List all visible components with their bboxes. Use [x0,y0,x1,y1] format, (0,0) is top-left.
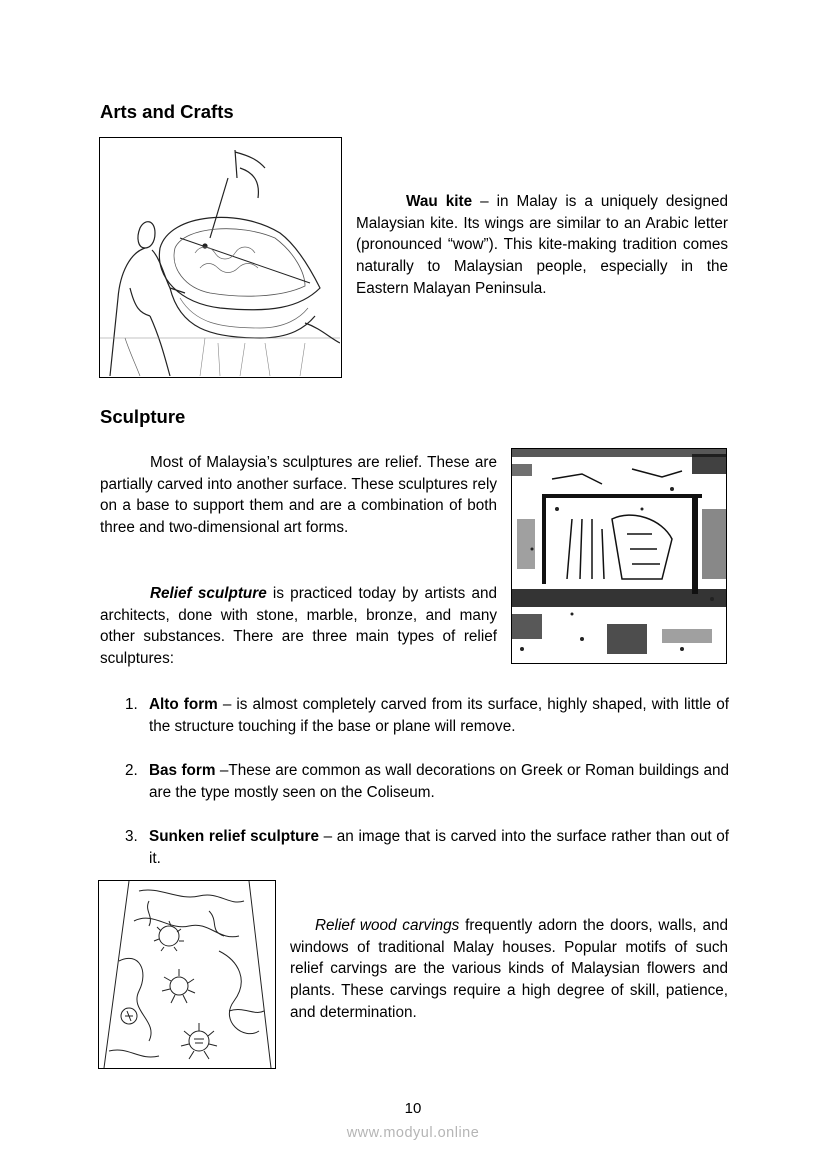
wood-carving-description: frequently adorn the doors, walls, and windows of traditional Malay houses. Popular motifs of such relief carvings are the various kinds of Malaysian flowers and plants. These carvings require a high degree of skill, patience, and determination. [290,917,728,1021]
relief-sculpture-description: is practiced today by artists and architects, done with stone, marble, bronze, and many other substances. There are three main types of relief sculptures: [100,585,497,668]
list-item-term: Sunken relief sculpture [149,828,319,845]
list-item-text: – an image that is carved into the surface rather than out of it. [149,828,729,867]
list-number: 3. [125,828,138,845]
relief-sculpture-photo [511,448,727,664]
wood-carving-paragraph [290,915,728,1024]
wood-carving-term: Relief wood carvings [315,917,460,934]
section-title-arts-and-crafts: Arts and Crafts [100,101,234,122]
wood-carving-drawing-icon [99,881,275,1068]
wood-carving-illustration [98,880,276,1069]
list-item-text: – is almost completely carved from its surface, highly shaped, with little of the structure touching if the base or plane will remove. [149,696,729,735]
watermark: www.modyul.online [346,1125,480,1141]
list-item-bas-form [125,760,729,803]
sculpture-intro-paragraph: Most of Malaysia’s sculptures are relief. These are partially carved into another surface. These sculptures rely on a base to support them and are a combination of both three and two-dimensional art forms. [100,454,497,537]
list-number: 2. [125,762,138,779]
wau-kite-paragraph [356,191,728,300]
list-item-term: Bas form [149,762,216,779]
relief-stone-image-icon [512,449,726,663]
list-item-sunken-relief [125,826,729,869]
list-item-term: Alto form [149,696,218,713]
section-title-sculpture: Sculpture [100,406,186,427]
relief-sculpture-term: Relief sculpture [150,585,267,602]
list-item-text: –These are common as wall decorations on Greek or Roman buildings and are the type mostly seen on the Coliseum. [149,762,729,801]
relief-sculpture-paragraph [100,583,497,670]
list-item-alto-form [125,694,729,737]
list-number: 1. [125,696,138,713]
relief-types-list [125,694,729,874]
wau-kite-term: Wau kite [406,193,473,210]
wau-kite-drawing-icon [100,138,340,376]
page-number: 10 [404,1100,422,1117]
wau-kite-illustration [99,137,342,378]
wau-kite-description: – in Malay is a uniquely designed Malaysian kite. Its wings are similar to an Arabic letter (pronounced “wow”). This kite-making tradition comes naturally to Malaysian people, especially in the Eastern Malayan Peninsula. [356,193,728,297]
